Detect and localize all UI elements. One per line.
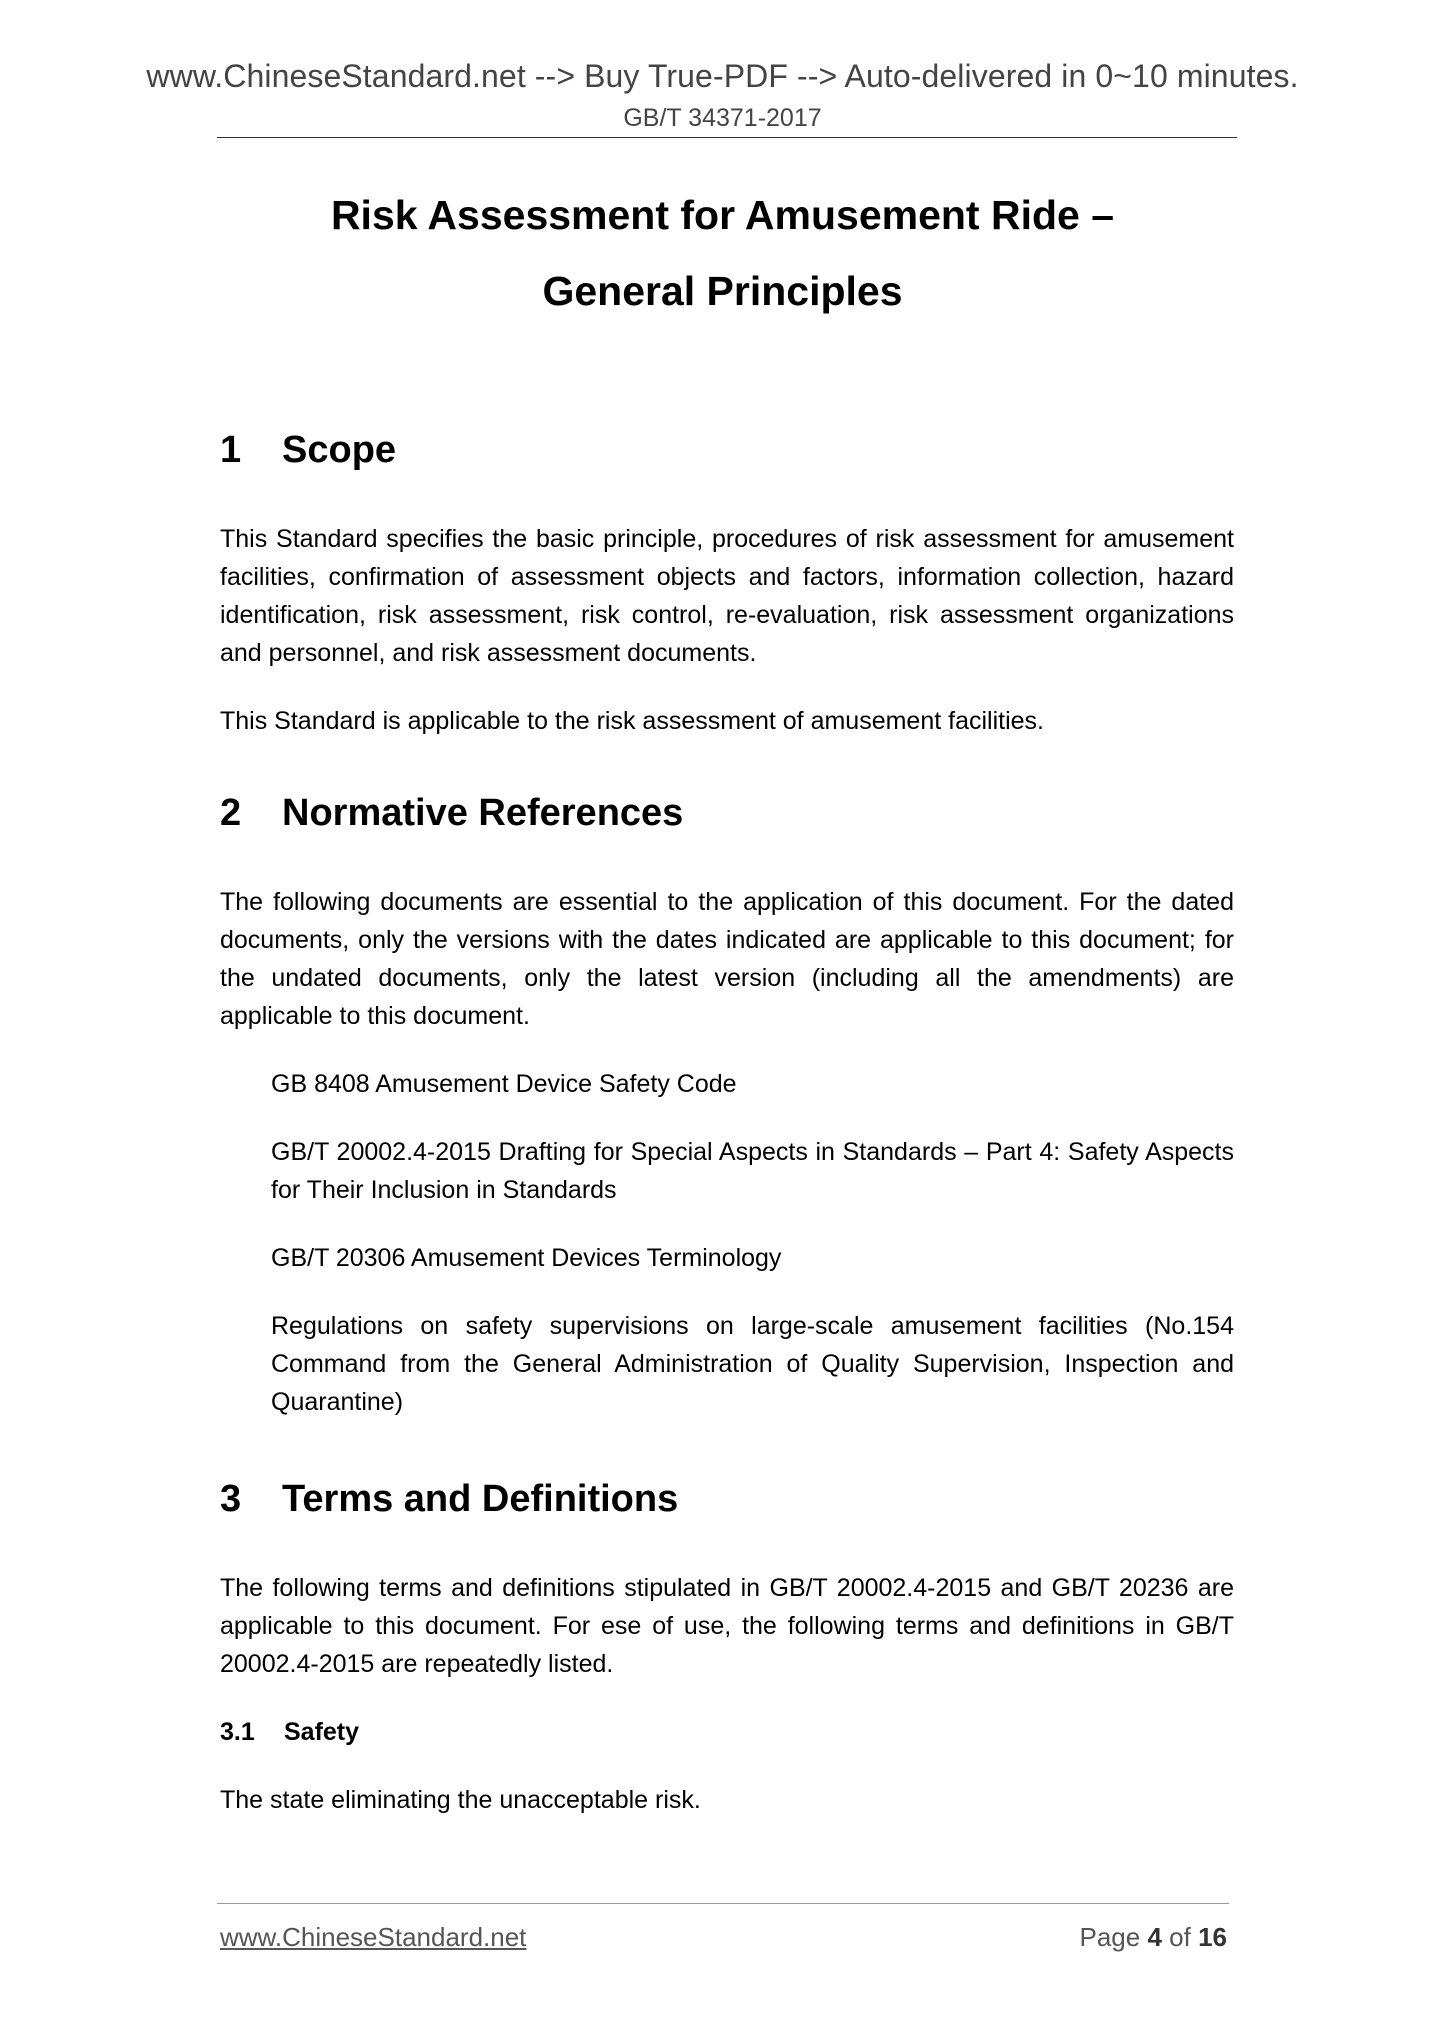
total-pages: 16: [1198, 1922, 1227, 1952]
footer-site-link[interactable]: www.ChineseStandard.net: [220, 1922, 527, 1952]
section-number: 1: [220, 429, 242, 471]
section-title: Scope: [282, 429, 397, 471]
references-intro: The following documents are essential to the application of this document. For the dated documents, only the versions with the dates indicated are applicable to this document; for the undated documents, only the latest version (including all the amendments) are applicable to this document.: [220, 888, 1234, 1030]
section-heading-terms: [220, 1469, 1234, 1529]
scope-paragraph-2: This Standard is applicable to the risk assessment of amusement facilities.: [220, 707, 1044, 735]
doc-number: GB/T 34371-2017: [623, 104, 822, 132]
section-number: 3: [220, 1478, 242, 1520]
current-page: 4: [1147, 1922, 1162, 1952]
page-of: of: [1169, 1922, 1191, 1952]
page-label: Page: [1079, 1922, 1141, 1952]
subsection-title: Safety: [284, 1718, 360, 1746]
document-title-line2: General Principles: [542, 268, 903, 314]
section-heading-scope: [220, 420, 1234, 480]
reference-item: Regulations on safety supervisions on large-scale amusement facilities (No.154 Command from the General Administration of Quality Supervision, Inspection and Quarantine): [271, 1312, 1234, 1416]
scope-paragraph-1: This Standard specifies the basic principle, procedures of risk assessment for amusement facilities, confirmation of assessment objects and factors, information collection, hazard identification, risk assessment, risk control, re-evaluation, risk assessment organizations and personnel, and risk assessment documents.: [220, 525, 1234, 667]
page-indicator: [1079, 1922, 1227, 1953]
subsection-number: 3.1: [220, 1718, 255, 1746]
reference-item: GB/T 20002.4-2015 Drafting for Special Aspects in Standards – Part 4: Safety Aspects for Their Inclusion in Standards: [271, 1138, 1234, 1204]
section-title: Normative References: [282, 792, 684, 834]
section-heading-normative-references: [220, 783, 1234, 843]
terms-intro: The following terms and definitions stipulated in GB/T 20002.4-2015 and GB/T 20236 are applicable to this document. For ese of use, the following terms and definitions in GB/T 20002.4-2015 are repeatedly listed.: [220, 1574, 1234, 1678]
section-title: Terms and Definitions: [282, 1478, 679, 1520]
document-body: [220, 420, 1234, 1819]
header-divider: [217, 137, 1237, 138]
safety-definition: The state eliminating the unacceptable risk.: [220, 1786, 701, 1814]
reference-item: GB 8408 Amusement Device Safety Code: [271, 1070, 737, 1098]
section-number: 2: [220, 792, 242, 834]
subsection-heading-safety: [220, 1713, 1234, 1751]
reference-item: GB/T 20306 Amusement Devices Terminology: [271, 1244, 782, 1272]
header-banner: www.ChineseStandard.net --> Buy True-PDF --> Auto-delivered in 0~10 minutes.: [146, 58, 1299, 94]
footer-divider: [217, 1903, 1229, 1904]
document-title-line1: Risk Assessment for Amusement Ride –: [330, 192, 1115, 238]
